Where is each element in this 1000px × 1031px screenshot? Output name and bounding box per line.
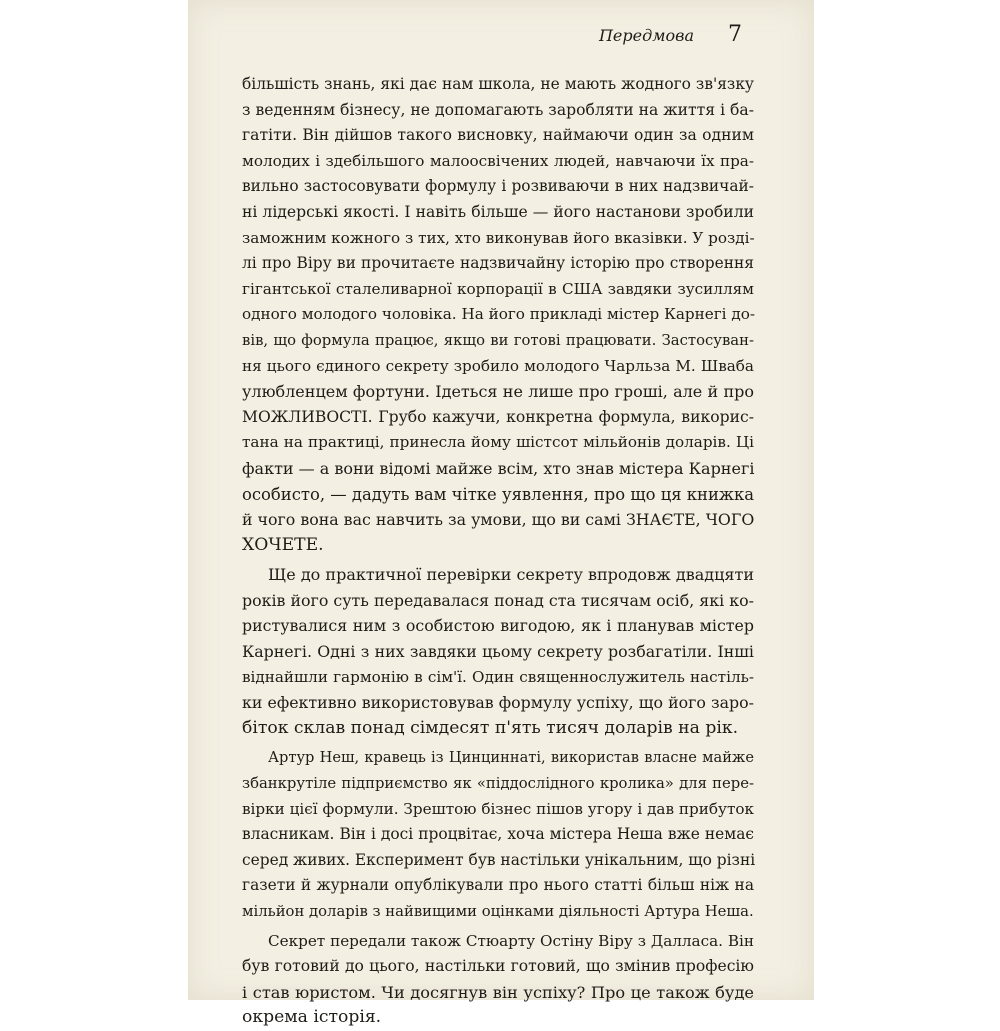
text-line: з веденням бізнесу, не допомагають заробляти на життя і ба-: [242, 100, 754, 119]
text-line: тана на практиці, принесла йому шістсот мільйонів доларів. Ці: [242, 433, 754, 452]
text-line: молодих і здебільшого малоосвічених людей, навчаючи їх пра-: [242, 151, 754, 170]
running-head: [599, 22, 742, 54]
text-line: віднайшли гармонію в сім'ї. Один священнослужитель настіль-: [242, 667, 754, 686]
page-number: 7: [728, 22, 742, 47]
text-line: ристувалися ним з особистою вигодою, як і планував містер: [242, 616, 754, 636]
text-line: лі про Віру ви прочитаєте надзвичайну історію про створення: [242, 254, 754, 273]
text-line: Артур Неш, кравець із Цинциннаті, використав власне майже: [268, 749, 754, 767]
text-line: гатіти. Він дійшов такого висновку, наймаючи один за одним: [242, 126, 754, 145]
text-line: власникам. Він і досі процвітає, хоча містера Неша вже немає: [242, 825, 754, 844]
text-line: і став юристом. Чи досягнув він успіху? Про це також буде: [242, 982, 754, 1002]
text-line: Карнегі. Одні з них завдяки цьому секрету розбагатіли. Інші: [242, 642, 754, 662]
body-text: [242, 72, 754, 1031]
text-line: серед живих. Експеримент був настільки унікальним, що різні: [242, 850, 756, 869]
text-line: газети й журнали опублікували про нього статті більш ніж на: [242, 876, 754, 895]
text-line: ня цього єдиного секрету зробило молодого Чарльза М. Шваба: [242, 356, 754, 375]
text-line: улюбленцем фортуни. Ідеться не лише про гроші, але й про: [242, 382, 754, 402]
text-line: ні лідерські якості. І навіть більше — його настанови зробили: [242, 202, 754, 221]
text-line: одного молодого чоловіка. На його прикладі містер Карнегі до-: [242, 305, 755, 324]
text-line: біток склав понад сімдесят п'ять тисяч доларів на рік.: [242, 717, 739, 738]
text-line: особисто, — дадуть вам чітке уявлення, про що ця книжка: [242, 484, 754, 504]
text-line: Ще до практичної перевірки секрету впродовж двадцяти: [268, 565, 754, 585]
text-line: був готовий до цього, настільки готовий, що змінив професію: [242, 957, 754, 976]
text-line: вірки цієї формули. Зрештою бізнес пішов угору і дав прибуток: [242, 799, 754, 818]
text-line: вильно застосовувати формулу і розвиваючи в них надзвичай-: [242, 177, 754, 196]
paragraph-3: [242, 745, 754, 924]
text-line: більшість знань, які дає нам школа, не мають жодного зв'язку: [242, 75, 754, 93]
section-title: Передмова: [598, 26, 694, 45]
text-line: вів, що формула працює, якщо ви готові працювати. Застосуван-: [242, 331, 754, 349]
text-line: гігантської сталеливарної корпорації в США завдяки зусиллям: [242, 279, 754, 298]
text-line: років його суть передавалася понад ста тисячам осіб, які ко-: [242, 590, 754, 610]
text-line: ки ефективно використовував формулу успіху, що його заро-: [242, 693, 754, 713]
text-line: Секрет передали також Стюарту Остіну Віру з Далласа. Він: [268, 931, 754, 950]
paragraph-4: [242, 929, 754, 1031]
text-line: МОЖЛИВОСТІ. Грубо кажучи, конкретна формула, викорис-: [242, 407, 754, 426]
paragraph-2: [242, 562, 754, 741]
text-line: заможним кожного з тих, хто виконував його вказівки. У розді-: [242, 228, 755, 247]
book-page: [188, 0, 814, 1028]
paragraph-1: [242, 72, 754, 558]
text-line: ХОЧЕТЕ.: [242, 534, 324, 555]
text-line: й чого вона вас навчить за умови, що ви самі ЗНАЄТЕ, ЧОГО: [242, 510, 755, 530]
text-line: окрема історія.: [242, 1007, 382, 1028]
text-line: збанкрутіле підприємство як «піддослідного кролика» для пере-: [242, 775, 754, 793]
text-line: факти — а вони відомі майже всім, хто знав містера Карнегі: [242, 458, 755, 478]
text-line: мільйон доларів з найвищими оцінками діяльності Артура Неша.: [242, 903, 754, 920]
